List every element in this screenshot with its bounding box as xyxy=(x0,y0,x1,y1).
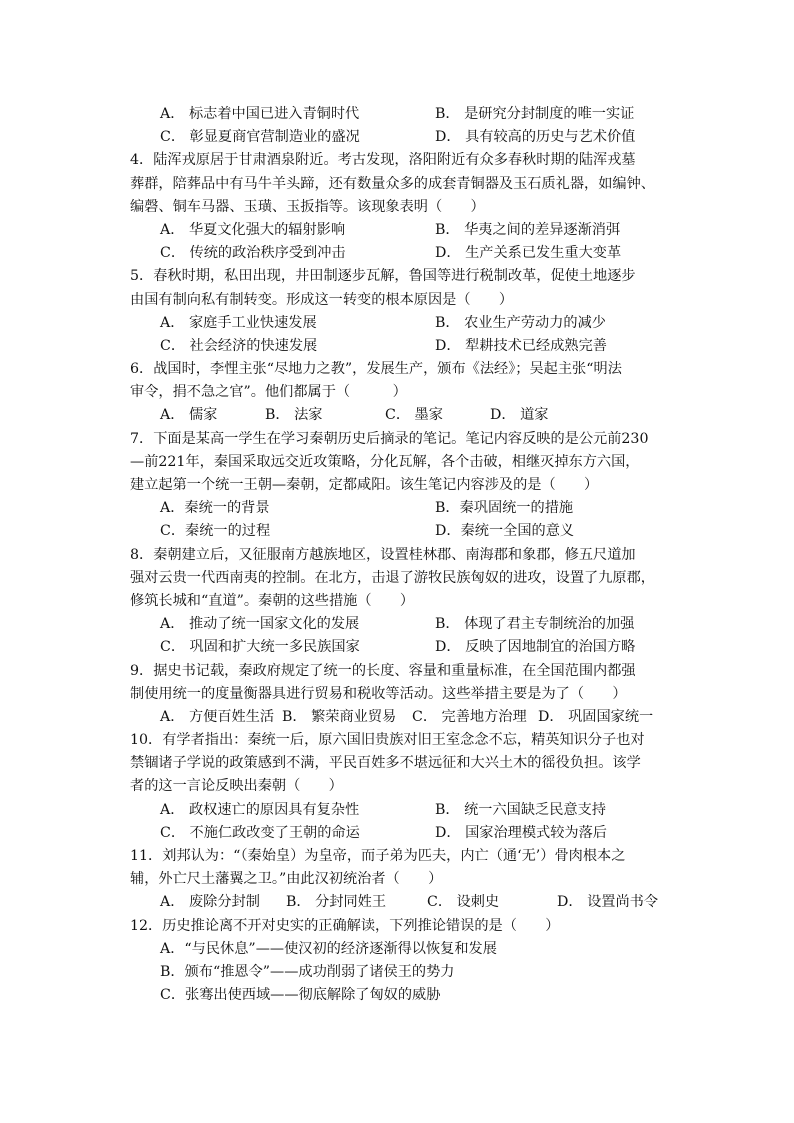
q4-option-d[interactable]: D． 生产关系已发生重大变革 xyxy=(435,245,622,262)
q6-option-a[interactable]: A． 儒家 xyxy=(160,407,218,424)
q7-options-row-2 xyxy=(130,520,670,543)
q4-options-row-1 xyxy=(130,219,670,242)
q10-option-b[interactable]: B． 统一六国缺乏民意支持 xyxy=(435,801,606,818)
q6-stem-line-2: 审令，捐不急之官”。他们都属于（ ） xyxy=(130,384,407,401)
q4-stem-line-2: 葬群，陪葬品中有马牛羊头蹄，还有数量众多的成套青铜器及玉石质礼器，如编钟、 xyxy=(130,175,655,192)
q12-option-c[interactable]: C．张骞出使西域——彻底解除了匈奴的威胁 xyxy=(160,987,441,1004)
q5-option-d[interactable]: D． 犁耕技术已经成熟完善 xyxy=(435,337,607,354)
q10-options-row-1 xyxy=(130,799,670,822)
q8-option-c[interactable]: C． 巩固和扩大统一多民族国家 xyxy=(160,639,360,656)
q9-option-d[interactable]: D． 巩固国家统一 xyxy=(538,708,654,725)
q6-stem-line-1: 6．战国时，李悝主张“尽地力之教”，发展生产，颁布《法经》；吴起主张“明法 xyxy=(130,361,622,378)
q12-option-b[interactable]: B．颁布“推恩令”——成功削弱了诸侯王的势力 xyxy=(160,963,455,980)
q10-stem-line-3: 者的这一言论反映出秦朝（ ） xyxy=(130,778,343,795)
q10-option-d[interactable]: D． 国家治理模式较为落后 xyxy=(435,824,607,841)
q4-option-b[interactable]: B． 华夷之间的差异逐渐消弭 xyxy=(435,221,621,238)
q5-option-a[interactable]: A． 家庭手工业快速发展 xyxy=(160,314,317,331)
q8-option-a[interactable]: A． 推动了统一国家文化的发展 xyxy=(160,616,360,633)
q4-option-c[interactable]: C． 传统的政治秩序受到冲击 xyxy=(160,245,346,262)
q4-stem-line-3: 编磬、铜车马器、玉璜、玉扳指等。该现象表明（ ） xyxy=(130,198,485,215)
q9-stem-line-1: 9．据史书记载，秦政府规定了统一的长度、容量和重量标准，在全国范围内都强 xyxy=(130,662,636,679)
q5-stem-line-1: 5．春秋时期，私田出现，井田制逐步瓦解，鲁国等进行税制改革，促使土地逐步 xyxy=(130,268,636,285)
q10-option-c[interactable]: C． 不施仁政改变了王朝的命运 xyxy=(160,824,360,841)
q11-option-b[interactable]: B． 分封同姓王 xyxy=(286,894,387,911)
q4-options-row-2 xyxy=(130,242,670,265)
q10-stem-line-2: 禁锢诸子学说的政策感到不满，平民百姓多不堪远征和大兴土木的徭役负担。该学 xyxy=(130,755,641,772)
q11-option-c[interactable]: C． 设刺史 xyxy=(427,894,500,911)
q5-options-row-2 xyxy=(130,335,670,358)
q5-stem-line-2: 由国有制向私有制转变。形成这一转变的根本原因是（ ） xyxy=(130,291,514,308)
q7-option-d[interactable]: D．秦统一全国的意义 xyxy=(435,523,575,540)
q8-option-d[interactable]: D． 反映了因地制宜的治国方略 xyxy=(435,639,636,656)
q8-stem-line-2: 强对云贵一代西南夷的控制。在北方，击退了游牧民族匈奴的进攻，设置了九原郡， xyxy=(130,569,655,586)
q3-options-row-1 xyxy=(130,103,670,126)
q9-stem-line-2: 制使用统一的度量衡器具进行贸易和税收等活动。这些举措主要是为了（ ） xyxy=(130,685,627,702)
q12-stem-line-1: 12．历史推论离不开对史实的正确解读，下列推论错误的是（ ） xyxy=(130,917,560,934)
q3-option-a[interactable]: A． 标志着中国已进入青铜时代 xyxy=(160,106,360,122)
q6-options-row xyxy=(130,404,670,427)
q7-stem-line-1: 7．下面是某高一学生在学习秦朝历史后摘录的笔记。笔记内容反映的是公元前230 xyxy=(130,430,649,447)
q8-options-row-2 xyxy=(130,636,670,659)
q7-stem-line-3: 建立起第一个统一王朝—秦朝，定都咸阳。该生笔记内容涉及的是（ ） xyxy=(130,477,599,493)
q11-stem-line-2: 辅，外亡尺土藩翼之卫。”由此汉初统治者（ ） xyxy=(130,871,443,888)
q4-stem-line-1: 4．陆浑戎原居于甘肃酒泉附近。考古发现，洛阳附近有众多春秋时期的陆浑戎墓 xyxy=(130,152,636,169)
q10-options-row-2 xyxy=(130,822,670,845)
q10-stem-line-1: 10．有学者指出：秦统一后，原六国旧贵族对旧王室念念不忘，精英知识分子也对 xyxy=(130,732,645,749)
exam-content xyxy=(130,103,670,1007)
q8-stem-line-1: 8．秦朝建立后，又征服南方越族地区，设置桂林郡、南海郡和象郡，修五尺道加 xyxy=(130,546,636,563)
q11-stem-line-1: 11．刘邦认为：“（秦始皇）为皇帝，而子弟为匹夫，内亡（通‘无’）骨肉根本之 xyxy=(130,848,626,864)
q9-option-b[interactable]: B． 繁荣商业贸易 xyxy=(282,708,397,725)
q5-option-c[interactable]: C． 社会经济的快速发展 xyxy=(160,337,318,354)
q11-options-row xyxy=(130,891,670,914)
q3-options-row-2 xyxy=(130,126,670,149)
q7-option-b[interactable]: B．秦巩固统一的措施 xyxy=(435,500,574,517)
q5-options-row-1 xyxy=(130,312,670,335)
q4-option-a[interactable]: A． 华夏文化强大的辐射影响 xyxy=(160,221,346,238)
q7-option-c[interactable]: C．秦统一的过程 xyxy=(160,523,271,540)
q9-option-a[interactable]: A． 方便百姓生活 xyxy=(160,708,275,725)
q11-option-a[interactable]: A． 废除分封制 xyxy=(160,894,260,911)
q3-option-c[interactable]: C． 彰显夏商官营制造业的盛况 xyxy=(160,129,360,146)
q8-stem-line-3: 修筑长城和“直道”。秦朝的这些措施（ ） xyxy=(130,592,415,609)
q8-options-row-1 xyxy=(130,613,670,636)
q5-option-b[interactable]: B． 农业生产劳动力的减少 xyxy=(435,314,606,331)
q10-option-a[interactable]: A． 政权速亡的原因具有复杂性 xyxy=(160,801,360,818)
q11-option-d[interactable]: D． 设置尚书令 xyxy=(557,894,659,911)
q6-option-d[interactable]: D． 道家 xyxy=(490,407,549,424)
q7-stem-line-2: —前221年，秦国采取远交近攻策略，分化瓦解，各个击破，相继灭掉东方六国， xyxy=(130,453,640,470)
q7-option-a[interactable]: A．秦统一的背景 xyxy=(160,500,270,517)
q6-option-b[interactable]: B． 法家 xyxy=(265,407,323,424)
q3-option-b[interactable]: B． 是研究分封制度的唯一实证 xyxy=(435,106,635,122)
q12-option-a[interactable]: A．“与民休息”——使汉初的经济逐渐得以恢复和发展 xyxy=(160,940,497,957)
q9-options-row xyxy=(130,706,670,729)
q6-option-c[interactable]: C． 墨家 xyxy=(385,407,443,424)
q7-options-row-1 xyxy=(130,497,670,520)
q3-option-d[interactable]: D． 具有较高的历史与艺术价值 xyxy=(435,129,636,146)
q9-option-c[interactable]: C． 完善地方治理 xyxy=(412,708,527,725)
q8-option-b[interactable]: B． 体现了君主专制统治的加强 xyxy=(435,616,635,633)
